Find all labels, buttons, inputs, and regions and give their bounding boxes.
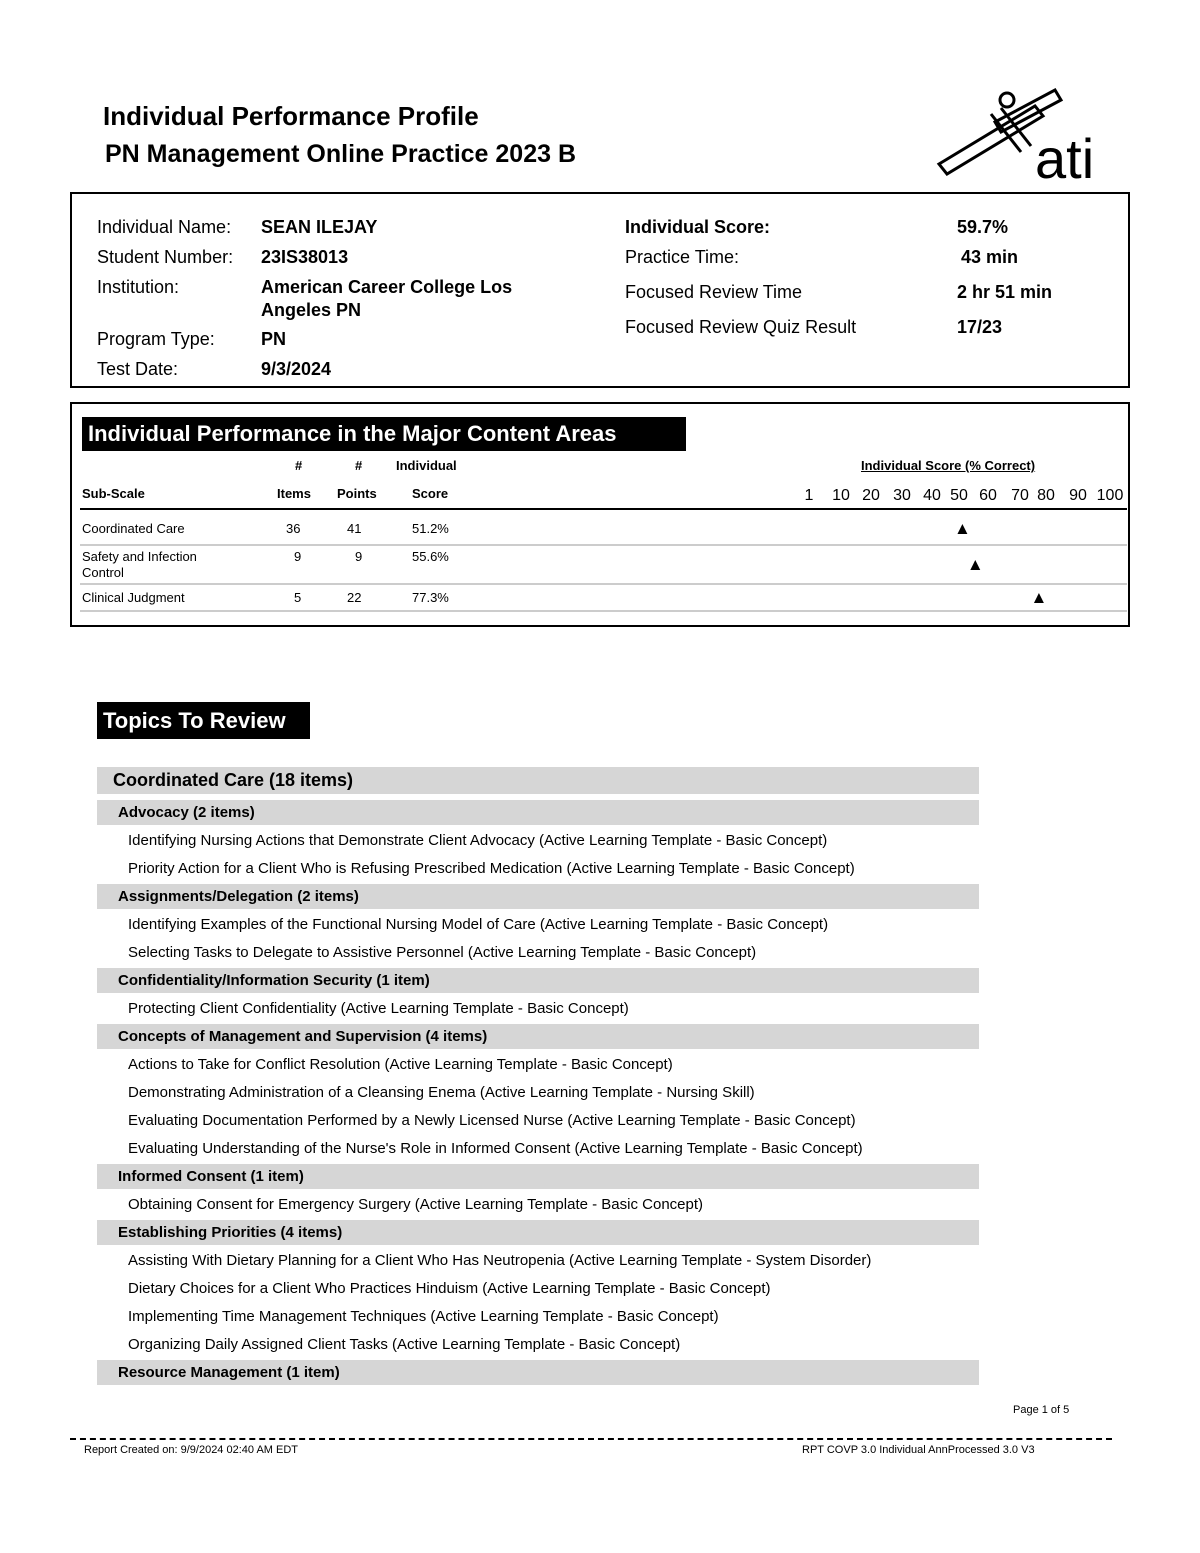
topic-item: Demonstrating Administration of a Cleansing Enema (Active Learning Template - Nursing Skill) — [128, 1084, 755, 1101]
institution-label: Institution: — [97, 277, 180, 297]
topic-item: Dietary Choices for a Client Who Practices Hinduism (Active Learning Template - Basic Concept) — [128, 1280, 771, 1297]
topic-item: Actions to Take for Conflict Resolution (Active Learning Template - Basic Concept) — [128, 1056, 673, 1073]
scale-tick: 20 — [862, 487, 880, 504]
scale-tick: 100 — [1096, 487, 1124, 504]
topic-item: Identifying Examples of the Functional Nursing Model of Care (Active Learning Template - Basic Concept) — [128, 916, 829, 933]
header-rule — [80, 508, 1127, 510]
report-title: Individual Performance Profile — [103, 101, 479, 131]
logo-text: ati — [1035, 127, 1095, 186]
program-type-label: Program Type: — [97, 329, 215, 349]
score-marker: ▲ — [1030, 588, 1048, 607]
topic-item: Obtaining Consent for Emergency Surgery (Active Learning Template - Basic Concept) — [128, 1196, 704, 1213]
points-count: 9 — [355, 549, 363, 564]
topic-item: Priority Action for a Client Who is Refusing Prescribed Medication (Active Learning Template - Basic Concept) — [128, 860, 855, 877]
content-areas-heading: Individual Performance in the Major Content Areas — [82, 417, 686, 451]
scale-tick: 90 — [1069, 487, 1087, 504]
topic-subcategory: Establishing Priorities (4 items) — [97, 1220, 979, 1245]
program-type: PN — [261, 329, 287, 349]
score-marker: ▲ — [966, 555, 984, 574]
scale-tick: 70 — [1011, 487, 1029, 504]
test-date-label: Test Date: — [97, 359, 179, 379]
scale-tick: 1 — [804, 487, 814, 504]
scale-tick: 10 — [832, 487, 850, 504]
topic-category: Coordinated Care (18 items) — [97, 767, 979, 794]
items-col-top: # — [295, 458, 303, 473]
footer-divider — [70, 1438, 1112, 1440]
student-name: SEAN ILEJAY — [261, 217, 378, 237]
scale-tick: 40 — [923, 487, 941, 504]
points-col-top: # — [355, 458, 363, 473]
ati-logo — [935, 86, 1105, 186]
institution-line2: Angeles PN — [261, 300, 362, 320]
topic-item: Implementing Time Management Techniques (Active Learning Template - Basic Concept) — [128, 1308, 719, 1325]
student-number: 23IS38013 — [261, 247, 349, 267]
focused-review-time: 2 hr 51 min — [957, 282, 1053, 302]
student-number-label: Student Number: — [97, 247, 234, 267]
topic-item: Selecting Tasks to Delegate to Assistive Personnel (Active Learning Template - Basic Concept) — [128, 944, 757, 961]
subscale-name: Safety and Infection — [82, 549, 197, 564]
test-name: PN Management Online Practice 2023 B — [105, 140, 577, 168]
items-count: 9 — [294, 549, 302, 564]
points-count: 41 — [347, 521, 362, 536]
topic-subcategory: Resource Management (1 item) — [97, 1360, 979, 1385]
topic-item: Assisting With Dietary Planning for a Client Who Has Neutropenia (Active Learning Template - System Disorder) — [128, 1252, 872, 1269]
topic-subcategory: Advocacy (2 items) — [97, 800, 979, 825]
focused-review-quiz-label: Focused Review Quiz Result — [625, 317, 857, 337]
items-count: 36 — [286, 521, 301, 536]
row-divider — [80, 610, 1127, 612]
score-col-header: Score — [412, 486, 449, 501]
topics-heading: Topics To Review — [97, 702, 310, 739]
subscale-score: 77.3% — [412, 590, 449, 605]
subscale-name: Coordinated Care — [82, 521, 185, 536]
subscale-score: 55.6% — [412, 549, 449, 564]
row-divider — [80, 583, 1127, 585]
topic-subcategory: Informed Consent (1 item) — [97, 1164, 979, 1189]
scale-tick: 60 — [979, 487, 997, 504]
scale-tick: 50 — [950, 487, 968, 504]
test-date: 9/3/2024 — [261, 359, 332, 379]
topic-item: Identifying Nursing Actions that Demonstrate Client Advocacy (Active Learning Template - Basic Concept) — [128, 832, 828, 849]
institution-line1: American Career College Los — [261, 277, 513, 297]
topic-item: Evaluating Understanding of the Nurse's Role in Informed Consent (Active Learning Template - Basic Concept) — [128, 1140, 863, 1157]
subscale-col-header: Sub-Scale — [82, 486, 145, 501]
topic-item: Evaluating Documentation Performed by a Newly Licensed Nurse (Active Learning Template - Basic Concept) — [128, 1112, 856, 1129]
scale-tick: 30 — [893, 487, 911, 504]
items-col-header: Items — [277, 486, 311, 501]
report-created: Report Created on: 9/9/2024 02:40 AM EDT — [84, 1444, 299, 1456]
report-id: RPT COVP 3.0 Individual AnnProcessed 3.0 V3 — [802, 1444, 1035, 1456]
topic-subcategory: Confidentiality/Information Security (1 item) — [97, 968, 979, 993]
content-areas-panel — [70, 402, 1130, 627]
topic-subcategory: Concepts of Management and Supervision (4 items) — [97, 1024, 979, 1049]
focused-review-quiz: 17/23 — [957, 317, 1003, 337]
score-scale-title: Individual Score (% Correct) — [861, 458, 1036, 473]
individual-score-label: Individual Score: — [625, 217, 771, 237]
page-number: Page 1 of 5 — [1013, 1404, 1070, 1416]
student-info-panel — [70, 192, 1130, 388]
row-divider — [80, 544, 1127, 546]
subscale-name: Clinical Judgment — [82, 590, 185, 605]
topics-list — [97, 767, 979, 1388]
score-marker: ▲ — [954, 519, 971, 538]
subscale-name-cont: Control — [82, 565, 124, 580]
scale-tick: 80 — [1037, 487, 1055, 504]
subscale-score: 51.2% — [412, 521, 449, 536]
score-col-top: Individual — [396, 458, 457, 473]
points-count: 22 — [347, 590, 362, 605]
topic-subcategory: Assignments/Delegation (2 items) — [97, 884, 979, 909]
name-label: Individual Name: — [97, 217, 232, 237]
topic-item: Organizing Daily Assigned Client Tasks (Active Learning Template - Basic Concept) — [128, 1336, 681, 1353]
focused-review-time-label: Focused Review Time — [625, 282, 803, 302]
items-count: 5 — [294, 590, 302, 605]
practice-time: 43 min — [961, 247, 1019, 267]
points-col-header: Points — [337, 486, 377, 501]
topic-item: Protecting Client Confidentiality (Active Learning Template - Basic Concept) — [128, 1000, 629, 1017]
individual-score: 59.7% — [957, 217, 1009, 237]
practice-time-label: Practice Time: — [625, 247, 740, 267]
